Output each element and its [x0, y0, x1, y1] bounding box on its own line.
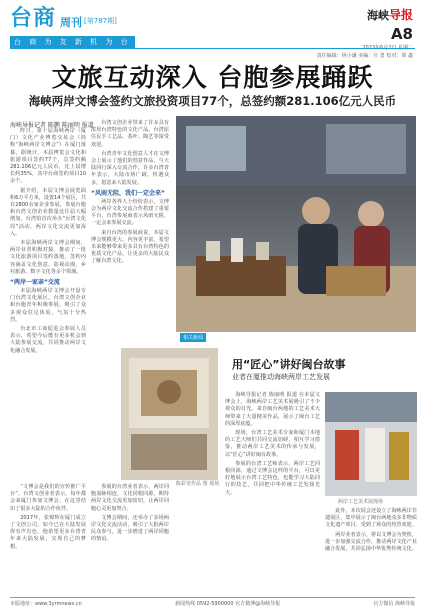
section-brand: 台商: [10, 5, 57, 31]
main-headline: 文旅互动深入 台胞参展踊跃: [51, 63, 374, 92]
footer-wechat: 官方微信 海峡导报: [373, 601, 415, 607]
paragraph: 文博会期间，还举办了多场两岸文化交流活动，吸引了大批两岸民众参与，进一步增进了两岸同胞的情谊。: [91, 514, 169, 543]
article-column-2: [91, 120, 169, 268]
paragraph: 两岸业者表示，将以文博会为契机，进一步加强交流合作，推动两岸文化产业融合发展，共同弘扬中华优秀传统文化。: [325, 531, 417, 553]
secondary-photo-caption: 两岸工艺美术展现场: [338, 499, 384, 505]
main-subhead: 海峡两岸文博会签约文旅投资项目77个，总签约额281.106亿元人民币: [28, 94, 397, 108]
section-subtitle: “两岸一家亲”交流: [10, 279, 60, 287]
section-weekly: 周刊: [60, 16, 83, 29]
paragraph: 两岸各界人士纷纷表示，文博会为两岸文化交流合作搭建了重要平台，台湾参展商表示风雨无阻，一定会来参展交流。: [91, 198, 169, 227]
article-column-5: [91, 484, 169, 546]
paragraph: 此外，本次展会还设立了海峡两岸非遗展区，集中展示了闽台两地众多非物质文化遗产项目，受到了观众的热烈欢迎。: [325, 508, 417, 529]
paragraph: 据介绍，本届文博会展览面积6万平方米，设置14个展区，共有2800余家企业参展，参展台胞和台湾文创企业数量比往届大幅增加，台湾馆首次举办“台湾文化周”活动，两岸文化交流更加深入。: [10, 187, 86, 237]
article-column-4: [225, 392, 320, 499]
masthead-left: [10, 6, 117, 30]
paragraph: 海峡导报记者 陈丽明 报道 在本届文博会上，海峡两岸工艺美术展吸引了不少观众的目光。来自闽台两地的工艺美术大师带来了大量精美作品，展示了闽台工艺的深厚底蕴。: [225, 392, 320, 427]
paragraph: 本届海峡两岸文博会开设专门台湾文化展区，台湾文创企业和台胞青年积极参展，吸引了众多观众驻足体验，气氛十分热烈。: [10, 288, 86, 323]
footer-hotline: 新闻热线 0592-5900000 官方微博@海峡导报: [175, 601, 281, 607]
paper-name: 海峡导报: [366, 8, 413, 22]
paragraph: 参展的台湾业者表示，两岸同胞血脉相连，文化同根同源，期待两岸文化交流更加密切，让两岸同胞心灵更加契合。: [91, 484, 169, 512]
masthead-rule: [10, 48, 415, 49]
paragraph: “文博会是我们的宣传推广平台”，台湾文创业者表示，每年都会来厦门参加文博会，在这里结识了很多大陆的合作伙伴。: [10, 484, 86, 512]
paragraph: 台北市工商促进会参展人员表示，希望今后能有更多机会到大陆参展交流，共同推动两岸文化融合发展。: [10, 326, 86, 354]
editor-line: 责任编辑：林小谦 美编：庄 勇 校对：梁 鑫: [316, 53, 413, 59]
article-column-3: [10, 484, 86, 553]
second-article-subtitle: 业者在厦推动海峡两岸工艺发展: [232, 373, 330, 381]
section-slogan: 台 商 为 友 新 机 为 台: [10, 36, 135, 48]
main-photo: [176, 116, 416, 332]
paragraph: 现场，台湾工艺美术专家和厦门本地的工艺大师们共同交流切磋，相互学习借鉴，推动两岸工艺美术的传承与发展，以“匠心”讲好闽台故事。: [225, 430, 320, 458]
paragraph: 参展的台湾工艺师表示，两岸工艺同根同源，通过文博会这样的平台，可以更好地展示台湾工艺特色，也能学习大陆同行的技艺，共同把中华传统工艺发扬光大。: [225, 460, 320, 496]
paragraph: 台湾文创企业带来了许多具有浓厚台湾特色的文化产品，台湾原住民手工艺品、茶叶、陶艺等深受欢迎。: [91, 120, 169, 148]
paragraph: 本届海峡两岸文博会期间，两岸业者积极对接，推动了一批文化旅游项目签约落地，签约内容涵盖文化创意、影视动漫、乡村旅游、数字文化等多个领域。: [10, 240, 86, 275]
masthead-right: [317, 6, 413, 59]
byline: 海峡导报记者 陈鹏 陈丽明 报道: [10, 122, 94, 129]
issue-number: [第787期]: [84, 17, 117, 25]
article-column-6: [325, 508, 417, 555]
section-subtitle: “风雨无阻，我们一定会来”: [91, 189, 165, 197]
page-number: A8: [390, 25, 413, 43]
paragraph: 台湾青年文化创意人才在文博会上展示了他们的创意作品，与大陆同行深入交流合作。许多台湾青年表示，大陆市场广阔，机遇众多，愿意来大陆发展。: [91, 150, 169, 186]
inset-photo: [121, 348, 218, 480]
paragraph: 来自台湾的参展商说，本届文博会规模更大、内容更丰富，希望未来能够带来更多具有台湾特色的优质文化产品，让更多的大陆民众了解台湾文化。: [91, 229, 169, 265]
second-article-title: 用“匠心”讲好闽台故事: [232, 358, 346, 371]
article-column-1: [10, 128, 86, 357]
footer-address: 本版地址：www.3yrmnews.cn: [10, 601, 82, 607]
inset-caption: 陈彩龙作品 图 现场: [176, 481, 220, 487]
related-news-tag: 相关新闻: [180, 333, 206, 342]
page-footer: [10, 597, 415, 607]
paragraph: 昨日，第十届海峡两岸（厦门）文化产业博览交易会（简称“海峡两岸文博会”）在厦门落幕。据统计，本届博览会文化和旅游项目签约77个，总签约额281.106亿元人民币，比上届增长约35%，其中台商签约项目10余个。: [10, 128, 86, 185]
paragraph: 2017年，张锦辉在厦门成立了文创公司，如今已在大陆发展得有声有色，他希望更多台湾青年来大陆发展，实现自己的梦想。: [10, 514, 86, 550]
secondary-photo: [325, 392, 417, 496]
